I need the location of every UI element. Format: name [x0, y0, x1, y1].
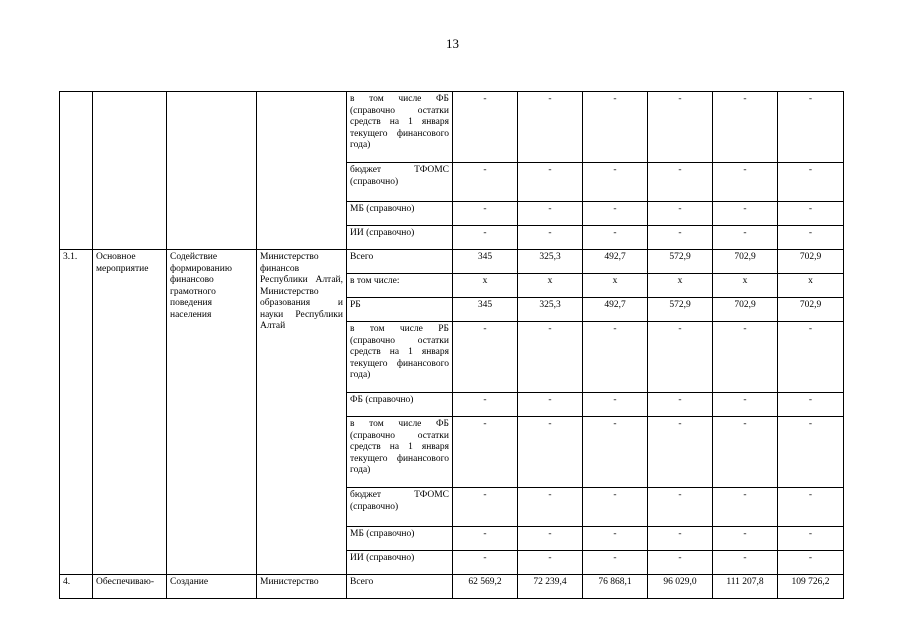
year-value: - — [778, 417, 844, 488]
year-value: - — [778, 551, 844, 575]
year-value: - — [778, 488, 844, 527]
year-value: 345 — [453, 250, 518, 274]
budget-table — [59, 91, 844, 599]
year-value: - — [778, 393, 844, 417]
year-value: - — [648, 393, 713, 417]
funding-source: бюджет ТФОМС (справочно) — [347, 163, 453, 202]
funding-source: в том числе: — [347, 274, 453, 298]
year-value: - — [518, 202, 583, 226]
year-value: - — [583, 322, 648, 393]
year-value: - — [583, 417, 648, 488]
year-value: - — [713, 393, 778, 417]
year-value: - — [648, 202, 713, 226]
year-value: - — [518, 163, 583, 202]
funding-source: ИИ (справочно) — [347, 226, 453, 250]
year-value: - — [583, 163, 648, 202]
executor: Министерство финансов Республики Алтай, Министерство образования и науки Республики Алтай — [257, 250, 347, 575]
year-value: - — [713, 322, 778, 393]
year-value: x — [778, 274, 844, 298]
year-value: - — [648, 551, 713, 575]
year-value: - — [453, 202, 518, 226]
kind-cell-continued — [93, 92, 167, 250]
year-value: - — [583, 226, 648, 250]
year-value: 111 207,8 — [713, 575, 778, 599]
year-value: 572,9 — [648, 250, 713, 274]
row-number: 4. — [60, 575, 93, 599]
funding-source: в том числе ФБ (справочно остатки средств на 1 января текущего финансового года) — [347, 417, 453, 488]
year-value: - — [713, 202, 778, 226]
executor: Министерство — [257, 575, 347, 599]
year-value: x — [713, 274, 778, 298]
year-value: - — [713, 163, 778, 202]
year-value: - — [518, 226, 583, 250]
year-value: - — [583, 527, 648, 551]
year-value: - — [648, 322, 713, 393]
year-value: 702,9 — [713, 250, 778, 274]
year-value: - — [583, 202, 648, 226]
year-value: 72 239,4 — [518, 575, 583, 599]
year-value: - — [453, 527, 518, 551]
funding-source: МБ (справочно) — [347, 202, 453, 226]
year-value: - — [518, 92, 583, 163]
year-value: - — [583, 92, 648, 163]
year-value: 96 029,0 — [648, 575, 713, 599]
year-value: 345 — [453, 298, 518, 322]
year-value: 702,9 — [778, 250, 844, 274]
year-value: x — [518, 274, 583, 298]
year-value: x — [453, 274, 518, 298]
year-value: 325,3 — [518, 250, 583, 274]
funding-source: бюджет ТФОМС (справочно) — [347, 488, 453, 527]
funding-source: в том числе РБ (справочно остатки средств на 1 января текущего финансового года) — [347, 322, 453, 393]
year-value: - — [453, 92, 518, 163]
page-number: 13 — [446, 36, 459, 51]
funding-source: в том числе ФБ (справочно остатки средств на 1 января текущего финансового года) — [347, 92, 453, 163]
activity-name: Содействие формированию финансово грамотного поведения населения — [167, 250, 257, 575]
year-value: - — [518, 551, 583, 575]
year-value: 702,9 — [778, 298, 844, 322]
funding-source: Всего — [347, 575, 453, 599]
year-value: - — [713, 527, 778, 551]
row-number: 3.1. — [60, 250, 93, 575]
num-cell-continued — [60, 92, 93, 250]
year-value: - — [583, 393, 648, 417]
year-value: x — [583, 274, 648, 298]
year-value: x — [648, 274, 713, 298]
name-cell-continued — [167, 92, 257, 250]
year-value: - — [453, 226, 518, 250]
year-value: - — [648, 163, 713, 202]
year-value: 492,7 — [583, 298, 648, 322]
year-value: - — [453, 417, 518, 488]
year-value: - — [583, 551, 648, 575]
table-row — [60, 250, 844, 274]
year-value: - — [453, 322, 518, 393]
table-row — [60, 92, 844, 163]
year-value: - — [518, 417, 583, 488]
year-value: 62 569,2 — [453, 575, 518, 599]
year-value: - — [778, 163, 844, 202]
year-value: 702,9 — [713, 298, 778, 322]
year-value: - — [648, 488, 713, 527]
year-value: - — [778, 322, 844, 393]
year-value: - — [648, 417, 713, 488]
year-value: - — [453, 163, 518, 202]
year-value: - — [778, 527, 844, 551]
funding-source: МБ (справочно) — [347, 527, 453, 551]
year-value: - — [778, 92, 844, 163]
funding-source: РБ — [347, 298, 453, 322]
exec-cell-continued — [257, 92, 347, 250]
year-value: - — [453, 488, 518, 527]
year-value: - — [648, 92, 713, 163]
year-value: - — [648, 527, 713, 551]
year-value: - — [713, 417, 778, 488]
year-value: - — [518, 393, 583, 417]
table-row — [60, 575, 844, 599]
year-value: - — [713, 551, 778, 575]
year-value: 572,9 — [648, 298, 713, 322]
year-value: 492,7 — [583, 250, 648, 274]
year-value: - — [518, 488, 583, 527]
activity-type: Основное мероприятие — [93, 250, 167, 575]
year-value: 325,3 — [518, 298, 583, 322]
year-value: - — [453, 551, 518, 575]
funding-source: ФБ (справочно) — [347, 393, 453, 417]
funding-source: Всего — [347, 250, 453, 274]
activity-name: Создание — [167, 575, 257, 599]
year-value: - — [518, 527, 583, 551]
year-value: - — [778, 202, 844, 226]
year-value: - — [648, 226, 713, 250]
year-value: - — [583, 488, 648, 527]
year-value: 76 868,1 — [583, 575, 648, 599]
year-value: 109 726,2 — [778, 575, 844, 599]
funding-source: ИИ (справочно) — [347, 551, 453, 575]
activity-type: Обеспечиваю- — [93, 575, 167, 599]
year-value: - — [713, 488, 778, 527]
year-value: - — [713, 226, 778, 250]
year-value: - — [713, 92, 778, 163]
year-value: - — [778, 226, 844, 250]
year-value: - — [518, 322, 583, 393]
year-value: - — [453, 393, 518, 417]
